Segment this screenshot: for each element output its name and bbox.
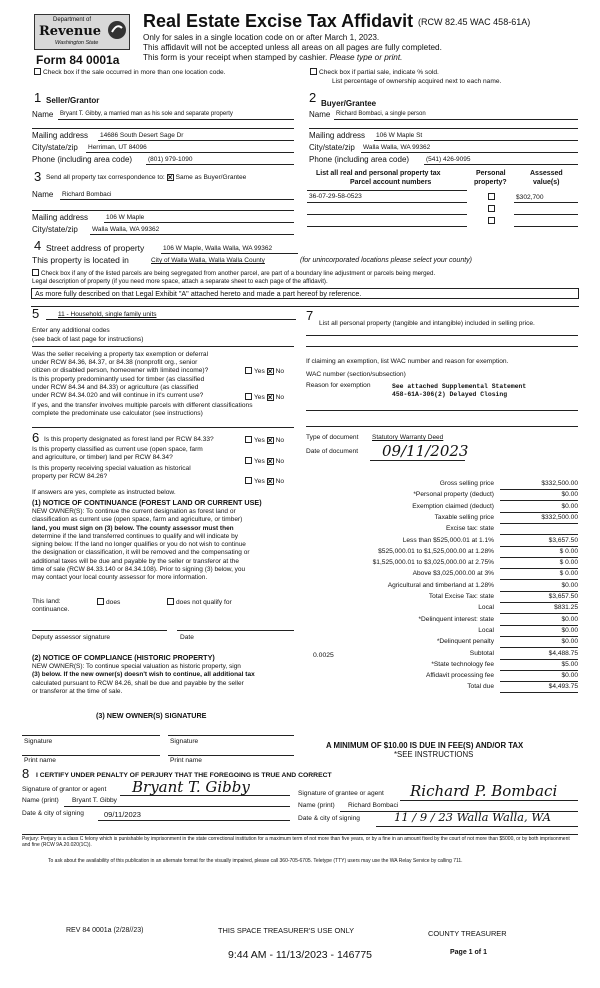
document-date-label: Date of document <box>306 448 359 455</box>
logo-line3: Washington State <box>55 40 99 46</box>
reason-line-1[interactable]: See attached Supplemental Statement <box>392 383 527 390</box>
seller-address-label: Mailing address <box>32 131 89 140</box>
corr-city-field[interactable]: Walla Walla, WA 99362 <box>92 226 160 233</box>
grantee-signature-label: Signature of grantee or agent <box>298 790 384 797</box>
page-title: Real Estate Excise Tax Affidavit <box>143 11 414 31</box>
tax-row-value[interactable]: $831.25 <box>500 604 578 614</box>
correspondence-label: Send all property tax correspondence to: × Same as Buyer/Grantee <box>46 173 247 182</box>
continuance-label: continuance. <box>32 606 70 613</box>
exemption-question-1a: Was the seller receiving a property tax exemption or deferral <box>32 351 209 358</box>
reason-line-2[interactable]: 458-61A-306(2) Delayed Closing <box>392 391 508 398</box>
corr-name-field[interactable]: Richard Bombaci <box>62 191 112 198</box>
section-2-number: 2 <box>309 90 317 105</box>
deputy-assessor-signature-label: Deputy assessor signature <box>32 634 111 641</box>
logo-line2: Revenue <box>39 24 102 39</box>
see-instructions: *SEE INSTRUCTIONS <box>394 750 474 759</box>
dor-logo <box>34 14 130 50</box>
section-3-number: 3 <box>34 169 42 184</box>
seller-name-field[interactable]: Bryant T. Gibby, a married man as his sole and separate property <box>60 111 233 117</box>
logo-mark-icon <box>107 20 127 40</box>
forest-land-question: Is this property designated as forest land per RCW 84.33? <box>44 436 214 443</box>
grantee-name-field[interactable]: Richard Bombaci <box>348 802 399 809</box>
reason-exemption-label: Reason for exemption <box>306 382 371 389</box>
header-line1: Only for sales in a single location code on or after March 1, 2023. <box>143 33 380 42</box>
tax-row-label: Affidavit processing fee <box>425 672 494 680</box>
header-line3: This form is your receipt when stamped by cashier. Please type or print. <box>143 53 403 62</box>
logo-line1: Department of <box>53 17 92 23</box>
timber-question-2a: Is this property predominantly used for timber (as classified <box>32 376 205 383</box>
tax-row-value[interactable]: $ 0.00 <box>500 548 578 558</box>
tax-row-value[interactable]: $3,657.50 <box>500 537 578 547</box>
tax-row-value[interactable]: $332,500.00 <box>500 480 578 490</box>
grantee-signature[interactable]: Richard P. Bombaci <box>410 782 558 800</box>
tax-row-value[interactable]: $ 0.00 <box>500 559 578 569</box>
grantor-signature-label: Signature of grantor or agent <box>22 786 107 793</box>
timber-question-2c: under RCW 84.34.020 and will continue in it's current use? <box>32 392 204 399</box>
corr-address-label: Mailing address <box>32 213 89 222</box>
land-does-not-checkbox[interactable]: does not qualify for <box>167 598 232 607</box>
tax-row-label: *Delinquent interest: state <box>418 615 494 623</box>
parcels-header-2: Parcel account numbers <box>350 179 432 186</box>
personal-header-1: Personal <box>476 170 506 177</box>
assessed-value-1[interactable]: $302,700 <box>516 194 544 201</box>
grantor-name-label: Name (print) <box>22 797 59 804</box>
section-5-number: 5 <box>32 306 40 321</box>
notice-continuance-text: NEW OWNER(S): To continue the current designation as forest land or classification as current use (open space, farm and agriculture, or timber) land, you must sign on (3) below. The county assessor must then determine if the land transferred continues to qualify and will indicate by signing below. If the land no longer qualifies or you do not wish to continue the designation or classification, it will be removed and the compensating or additional taxes will be due and payable by the seller or transferor at the time of sale (RCW 84.33.140 or 84.34.108). Prior to signing (3) below, you may contact your local county assessor for more information. <box>32 508 250 582</box>
alternate-format-note: To ask about the availability of this publication in an alternate format for the visually impaired, please call 360-705-6705. Teletype (TTY) users may use the WA Relay Service by calling 711. <box>48 858 463 864</box>
current-use-question-b: and agriculture, or timber) land per RCW 84.34? <box>32 454 173 461</box>
section-4-number: 4 <box>34 238 42 253</box>
buyer-address-field[interactable]: 106 W Maple St <box>376 132 423 139</box>
owner-signature-label-2: Signature <box>170 738 199 745</box>
revision-label: REV 84 0001a (2/28//23) <box>66 927 144 934</box>
tax-row-value[interactable]: $ 0.00 <box>500 570 578 580</box>
grantor-name-field[interactable]: Bryant T. Gibby <box>72 797 117 804</box>
corr-name-label: Name <box>32 190 54 199</box>
tax-row-label: Excise tax: state <box>445 525 494 533</box>
tax-row-label: *State technology fee <box>431 660 494 668</box>
tax-row-label: Taxable selling price <box>434 513 494 521</box>
historic-question-a: Is this property receiving special valuation as historical <box>32 465 191 472</box>
notice-compliance-text: NEW OWNER(S): To continue special valuation as historic property, sign (3) below. If the new owner(s) doesn't wish to continue, all additional tax calculated pursuant to RCW 84.26, shall be due and payable by the seller or transferor at the time of sale. <box>32 663 255 695</box>
seller-name-label: Name <box>32 110 54 119</box>
assessed-header-1: Assessed <box>530 170 563 177</box>
buyer-phone-field[interactable]: (541) 426-9095 <box>426 156 471 163</box>
personal-header-2: property? <box>474 179 507 186</box>
deputy-date-label: Date <box>180 634 194 641</box>
tax-row-value[interactable]: $4,488.75 <box>500 650 578 660</box>
tax-row-label: Above $3,025,000.00 at 3% <box>412 570 494 578</box>
additional-codes-label-1: Enter any additional codes <box>32 327 110 334</box>
tax-row-label: Gross selling price <box>439 480 494 487</box>
tax-row-label: $525,000.01 to $1,525,000.00 at 1.28% <box>378 547 494 555</box>
exemption-question-1c: citizen or disabled person, homeowner with limited income)? <box>32 367 209 374</box>
tax-row-value[interactable]: $0.00 <box>500 582 578 592</box>
same-as-buyer-checkbox[interactable]: × <box>167 173 173 182</box>
historic-yes-no[interactable]: Yes × No <box>245 477 284 486</box>
section-6-number: 6 <box>32 430 40 445</box>
county-treasurer-label: COUNTY TREASURER <box>428 929 507 938</box>
tax-row-label: Subtotal <box>469 649 494 657</box>
seller-phone-field[interactable]: (801) 979-1090 <box>148 156 193 163</box>
local-rate: 0.0025 <box>313 652 334 659</box>
section-8-number: 8 <box>22 766 30 781</box>
current-use-question-a: Is this property classified as current use (open space, farm <box>32 446 203 453</box>
personal-property-label: List all personal property (tangible and intangible) included in selling price. <box>319 320 535 327</box>
tax-row-value[interactable]: $0.00 <box>500 638 578 648</box>
historic-question-b: property per RCW 84.26? <box>32 473 108 480</box>
exemption-question-1b: under RCW 84.36, 84.37, or 84.38 (nonprofit org., senior <box>32 359 198 366</box>
land-use-code-field[interactable]: 11 - Household, single family units <box>58 311 157 318</box>
this-land-label: This land: <box>32 598 61 605</box>
personal-property-checkbox-2[interactable] <box>488 205 495 212</box>
tax-row-value[interactable] <box>500 525 578 535</box>
tax-row-label: Less than $525,000.01 at 1.1% <box>402 536 494 544</box>
buyer-phone-label: Phone (including area code) <box>309 155 410 164</box>
buyer-city-label: City/state/zip <box>309 143 355 152</box>
new-owner-signature-title: (3) NEW OWNER(S) SIGNATURE <box>96 711 207 720</box>
parcels-header-1: List all real and personal property tax <box>316 170 441 177</box>
recording-stamp: 9:44 AM - 11/13/2023 - 146775 <box>228 949 372 961</box>
personal-property-checkbox-1[interactable] <box>488 193 495 200</box>
minimum-fee-notice: A MINIMUM OF $10.00 IS DUE IN FEE(S) AND/OR TAX <box>326 741 524 750</box>
tax-row-value[interactable]: $4,493.75 <box>500 683 578 693</box>
seller-address-field[interactable]: 14686 South Desert Sage Dr <box>100 132 184 139</box>
multiple-parcels-note-a: If yes, and the transfer involves multiple parcels with different classifications <box>32 402 253 409</box>
land-does-checkbox[interactable]: does <box>97 598 120 607</box>
perjury-footnote: Perjury: Perjury is a class C felony which is punishable by imprisonment in the state correctional institution for a maximum term of not more than five years, or by a fine in an amount fixed by the court of not more than $5000, or by both imprisonment and fine (RCW 9A.20.020(1C)). <box>22 836 570 848</box>
perjury-certification: I CERTIFY UNDER PENALTY OF PERJURY THAT THE FOREGOING IS TRUE AND CORRECT <box>36 772 332 779</box>
tax-row-value[interactable]: $0.00 <box>500 672 578 682</box>
buyer-title: Buyer/Grantee <box>321 99 377 108</box>
tax-row-value[interactable]: $0.00 <box>500 491 578 501</box>
grantor-signature[interactable]: Bryant T. Gibby <box>132 778 250 796</box>
grantee-date-label: Date & city of signing <box>298 815 360 822</box>
assessed-header-2: value(s) <box>533 179 560 186</box>
corr-address-field[interactable]: 106 W Maple <box>106 214 145 221</box>
tax-row-label: Total Excise Tax: state <box>428 593 494 600</box>
seller-phone-label: Phone (including area code) <box>32 155 133 164</box>
wac-claim-label: If claiming an exemption, list WAC number and reason for exemption. <box>306 358 509 365</box>
location-field[interactable]: City of Walla Walla, Walla Walla County <box>151 257 265 264</box>
header-line2: This affidavit will not be accepted unless all areas on all pages are fully completed. <box>143 43 442 52</box>
tax-row-label: Local <box>478 626 494 634</box>
street-address-label: Street address of property <box>46 243 145 253</box>
tax-row-label: Agricultural and timberland at 1.28% <box>387 581 494 589</box>
tax-row-label: *Personal property (deduct) <box>413 491 494 499</box>
street-address-field[interactable]: 106 W Maple, Walla Walla, WA 99362 <box>163 245 273 252</box>
form-number: Form 84 0001a <box>36 53 120 67</box>
treasurer-use-label: THIS SPACE TREASURER'S USE ONLY <box>218 926 355 935</box>
tax-row-value[interactable]: $0.00 <box>500 503 578 513</box>
notice-compliance-title: (2) NOTICE OF COMPLIANCE (HISTORIC PROPERTY) <box>32 653 215 662</box>
timber-question-2b: under RCW 84.34 and 84.33) or agriculture (as classified <box>32 384 199 391</box>
owner-print-name-label-2: Print name <box>170 757 202 764</box>
segregated-checkbox[interactable]: Check box if any of the listed parcels are being segregated from another parcel, are part of a boundary line adjustment or parcels being merged. <box>32 269 435 277</box>
corr-city-label: City/state/zip <box>32 225 78 234</box>
parcel-number-1[interactable]: 36-07-29-58-0523 <box>309 193 362 200</box>
seller-city-label: City/state/zip <box>32 143 78 152</box>
tax-row-value[interactable]: $3,657.50 <box>500 593 578 603</box>
exemption-yes-no[interactable]: Yes × No <box>245 367 284 376</box>
notice-continuance-title: (1) NOTICE OF CONTINUANCE (FOREST LAND OR CURRENT USE) <box>32 498 262 507</box>
multiple-parcels-note-b: complete the predominate use calculator (see instructions) <box>32 410 203 417</box>
tax-row-label: Exemption claimed (deduct) <box>412 502 494 510</box>
if-yes-note: If answers are yes, complete as instructed below. <box>32 489 176 496</box>
seller-title: Seller/Grantor <box>46 96 100 105</box>
wac-number-label: WAC number (section/subsection) <box>306 371 406 378</box>
seller-city-field[interactable]: Herriman, UT 84096 <box>88 144 147 151</box>
owner-signature-label-1: Signature <box>24 738 53 745</box>
check-partial-sale[interactable]: Check box if partial sale, indicate % sold. <box>310 68 439 77</box>
buyer-city-field[interactable]: Walla Walla, WA 99362 <box>363 144 431 151</box>
page-number: Page 1 of 1 <box>450 949 487 956</box>
grantor-date-label: Date & city of signing <box>22 810 84 817</box>
document-type-label: Type of document <box>306 434 359 441</box>
grantor-date-field[interactable]: 09/11/2023 <box>104 810 141 819</box>
additional-codes-label-2: (see back of last page for instructions) <box>32 336 144 343</box>
document-type-field[interactable]: Statutory Warranty Deed <box>372 434 444 441</box>
tax-row-value[interactable]: $0.00 <box>500 627 578 637</box>
forest-yes-no[interactable]: Yes × No <box>245 436 284 445</box>
current-use-yes-no[interactable]: Yes × No <box>245 457 284 466</box>
owner-print-name-label-1: Print name <box>24 757 56 764</box>
tax-row-value[interactable]: $0.00 <box>500 616 578 626</box>
rcw-reference: (RCW 82.45 WAC 458-61A) <box>418 17 531 27</box>
check-more-than-one-location[interactable]: Check box if the sale occurred in more than one location code. <box>34 68 226 77</box>
tax-row-value[interactable]: $332,500.00 <box>500 514 578 524</box>
buyer-name-field[interactable]: Richard Bombaci, a single person <box>336 111 426 117</box>
timber-yes-no[interactable]: Yes × No <box>245 393 284 402</box>
tax-row-label: Local <box>478 604 494 612</box>
legal-description-field[interactable]: As more fully described on that Legal Exhibit "A" attached hereto and made a part hereof by reference. <box>31 288 579 299</box>
grantee-date-field[interactable]: 11 / 9 / 23 Walla Walla, WA <box>394 810 551 824</box>
tax-row-label: $1,525,000.01 to $3,025,000.00 at 2.75% <box>372 559 494 567</box>
personal-property-checkbox-3[interactable] <box>488 217 495 224</box>
buyer-name-label: Name <box>309 110 331 119</box>
tax-row-value[interactable]: $5.00 <box>500 661 578 671</box>
document-date-field[interactable]: 09/11/2023 <box>382 442 469 460</box>
grantee-name-label: Name (print) <box>298 802 335 809</box>
list-percentage-note: List percentage of ownership acquired next to each name. <box>332 78 502 85</box>
location-note: (for unincorporated locations please select your county) <box>300 257 472 264</box>
buyer-address-label: Mailing address <box>309 131 366 140</box>
section-1-number: 1 <box>34 90 42 105</box>
located-in-label: This property is located in <box>32 255 129 265</box>
legal-description-label: Legal description of property (if you need more space, attach a separate sheet to each page of the affidavit). <box>32 278 328 285</box>
tax-row-label: Total due <box>467 683 494 691</box>
section-7-number: 7 <box>306 308 314 323</box>
tax-row-label: *Delinquent penalty <box>436 638 494 646</box>
